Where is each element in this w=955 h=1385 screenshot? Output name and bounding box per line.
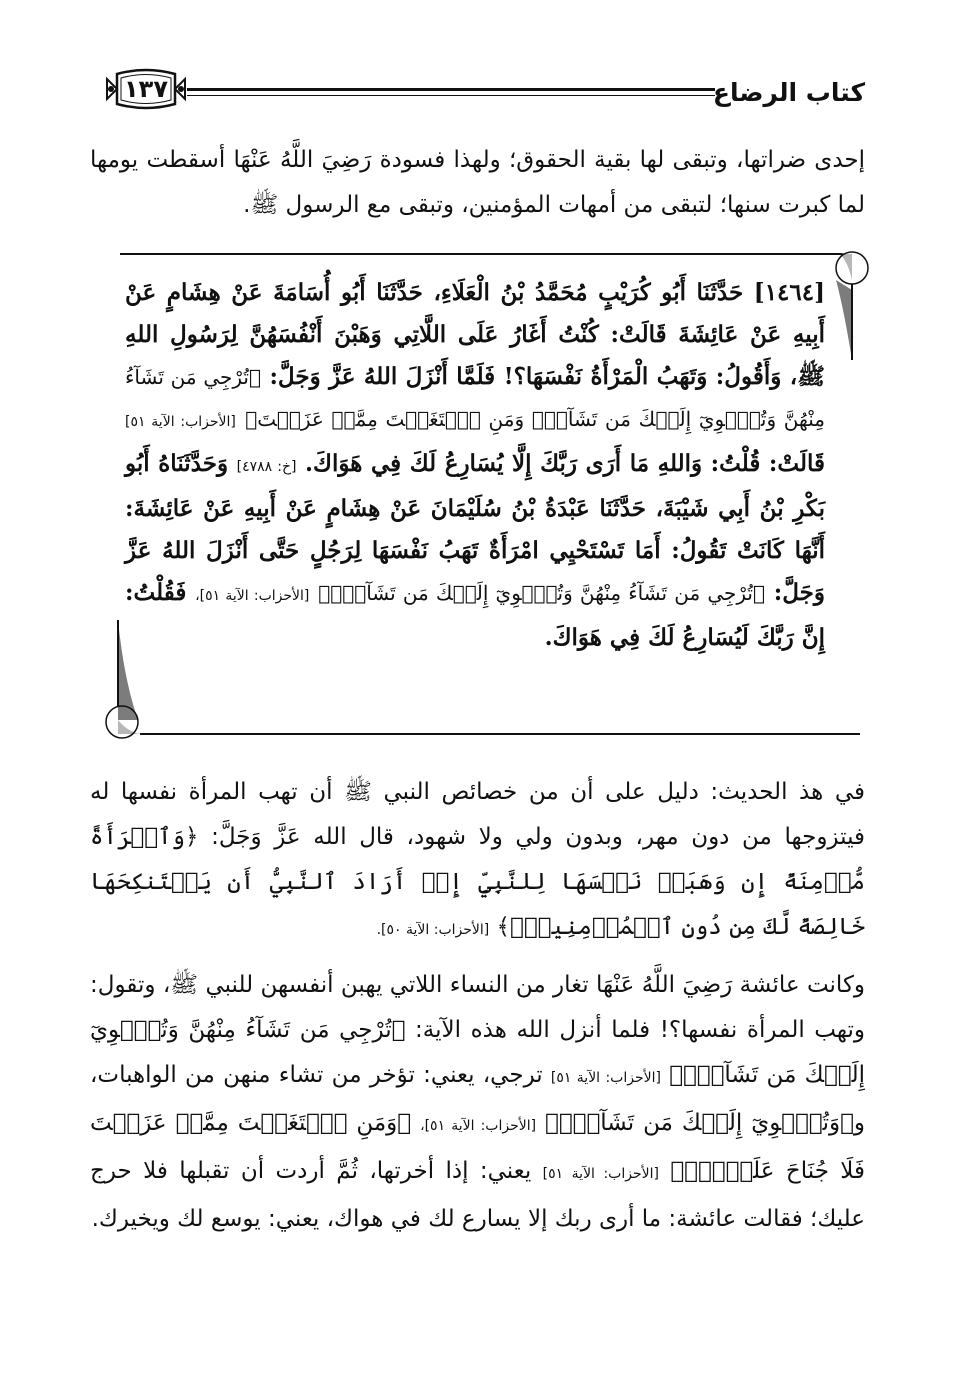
commentary-paragraph bbox=[90, 963, 865, 1242]
commentary-text: وكانت عائشة رَضِيَ اللَّهُ عَنْهَا تغار من النساء اللاتي يهبن أنفسهن للنبي ﷺ، وتقول: وتهب المرأة نفسها؟! فلما أنزل الله هذه الآية: bbox=[90, 972, 866, 1043]
page-number-ornament bbox=[103, 66, 189, 112]
verse-reference: [الأحزاب: الآية ٥١]، bbox=[195, 588, 310, 604]
hadith-part-3: وَحَدَّثَنَاهُ أَبُو بَكْرِ بْنُ أَبِي شَيْبَةَ، حَدَّثَنَا عَبْدَةُ بْنُ سُلَيْمَانَ عَنْ هِشَامٍ عَنْ أَبِيهِ عَنْ عَائِشَةَ: أَنَّهَا كَانَتْ تَقُولُ: أَمَا تَسْتَحْيِي امْرَأَةٌ تَهَبُ نَفْسَهَا لِرَجُلٍ حَتَّى أَنْزَلَ اللهُ عَزَّ وَجَلَّ: bbox=[125, 450, 825, 606]
header-rule-thin bbox=[187, 95, 715, 96]
quran-verse: ﴿تُرْجِي مَن تَشَآءُ مِنْهُنَّ وَتُـٔۡوِيٓ إِلَيۡكَ مَن تَشَآءُۖ وَمَنِ ٱبۡتَغَيۡتَ مِمَّنۡ عَزَلۡتَ﴾ bbox=[125, 365, 825, 431]
quran-verse: ﴿تُرْجِي مَن تَشَآءُ مِنْهُنَّ وَتُـٔۡوِيٓ إِلَيۡكَ مَن تَشَآءُۖ﴾ bbox=[90, 1017, 865, 1088]
header-rule bbox=[187, 88, 715, 91]
commentary-paragraph bbox=[90, 770, 865, 953]
quran-verse: ﴿تُرْجِي مَن تَشَآءُ مِنْهُنَّ وَتُـٔۡوِيٓ إِلَيۡكَ مَن تَشَآءُۖ﴾ bbox=[318, 581, 765, 605]
running-title: كتاب الرضاع bbox=[712, 78, 865, 107]
hadith-part-1: حَدَّثَنَا أَبُو كُرَيْبٍ مُحَمَّدُ بْنُ الْعَلَاءِ، حَدَّثَنَا أَبُو أُسَامَةَ عَنْ هِشَامٍ عَنْ أَبِيهِ عَنْ عَائِشَةَ قَالَتْ: كُنْتُ أَغَارُ عَلَى اللَّاتِي وَهَبْنَ أَنْفُسَهُنَّ لِرَسُولِ اللهِ ﷺ، وَأَقُولُ: وَتَهَبُ الْمَرْأَةُ نَفْسَهَا؟! فَلَمَّا أَنْزَلَ اللهُ عَزَّ وَجَلَّ: bbox=[125, 279, 826, 390]
hadith-number: [١٤٦٤] bbox=[753, 279, 825, 306]
intro-paragraph: إحدى ضراتها، وتبقى لها بقية الحقوق؛ ولهذا فسودة رَضِيَ اللَّهُ عَنْهَا أسقطت يومها لما كبرت سنها؛ لتبقى من أمهات المؤمنين، وتبقى مع الرسول ﷺ. bbox=[90, 147, 865, 218]
quran-verse: ﴿وَمَنِ ٱبۡتَغَيۡتَ مِمَّنۡ عَزَلۡتَ فَلَا جُنَاحَ عَلَيۡكَۚ﴾ bbox=[90, 1110, 866, 1184]
quran-verse: ﴿وَٱمۡرَأَةً مُّؤۡمِنَةً إِن وَهَبَتۡ نَفۡسَهَا لِلنَّبِيِّ إِنۡ أَرَادَ ٱلنَّبِيُّ أَن يَسۡتَنكِحَهَا خَالِصَةً لَّكَ مِن دُونِ ٱلۡمُؤۡمِنِينَۗ﴾ bbox=[90, 824, 865, 940]
verse-reference: [الأحزاب: الآية ٥١] bbox=[542, 1166, 659, 1182]
page-header bbox=[95, 60, 865, 120]
takhrij-reference: [خ: ٤٧٨٨] bbox=[236, 459, 297, 475]
verse-reference: [الأحزاب: الآية ٥١] bbox=[125, 414, 236, 430]
quran-verse: ﴿وَتُـٔۡوِيٓ إِلَيۡكَ مَن تَشَآءُۖ﴾ bbox=[545, 1110, 854, 1136]
commentary-text: ترجي، يعني: تؤخر من تشاء منهن من الواهبات، و bbox=[90, 1062, 865, 1136]
verse-reference: [الأحزاب: الآية ٥٠]. bbox=[376, 922, 490, 938]
verse-reference: [الأحزاب: الآية ٥١] bbox=[550, 1070, 661, 1086]
hadith-part-2: قَالَتْ: قُلْتُ: وَاللهِ مَا أَرَى رَبَّكَ إِلَّا يُسَارِعُ لَكَ فِي هَوَاكَ. bbox=[305, 450, 826, 477]
commentary-text: في هذ الحديث: دليل على أن من خصائص النبي ﷺ أن تهب المرأة نفسها له فيتزوجها من دون مهر، وبدون ولي ولا شهود، قال الله عَزَّ وَجَلَّ: bbox=[90, 779, 865, 850]
commentary-text: يعني: إذا أخرتها، ثُمَّ أردت أن تقبلها فلا حرج عليك؛ فقالت عائشة: ما أرى ربك إلا يسارع لك في هواك، يعني: يوسع لك ويخيرك. bbox=[90, 1158, 865, 1232]
hadith-part-4: فَقُلْتُ: إِنَّ رَبَّكَ لَيُسَارِعُ لَكَ فِي هَوَاكَ. bbox=[125, 579, 825, 651]
page-number: ١٣٧ bbox=[124, 75, 168, 103]
hadith-text bbox=[125, 272, 825, 659]
verse-reference: [الأحزاب: الآية ٥١]، bbox=[420, 1118, 537, 1134]
